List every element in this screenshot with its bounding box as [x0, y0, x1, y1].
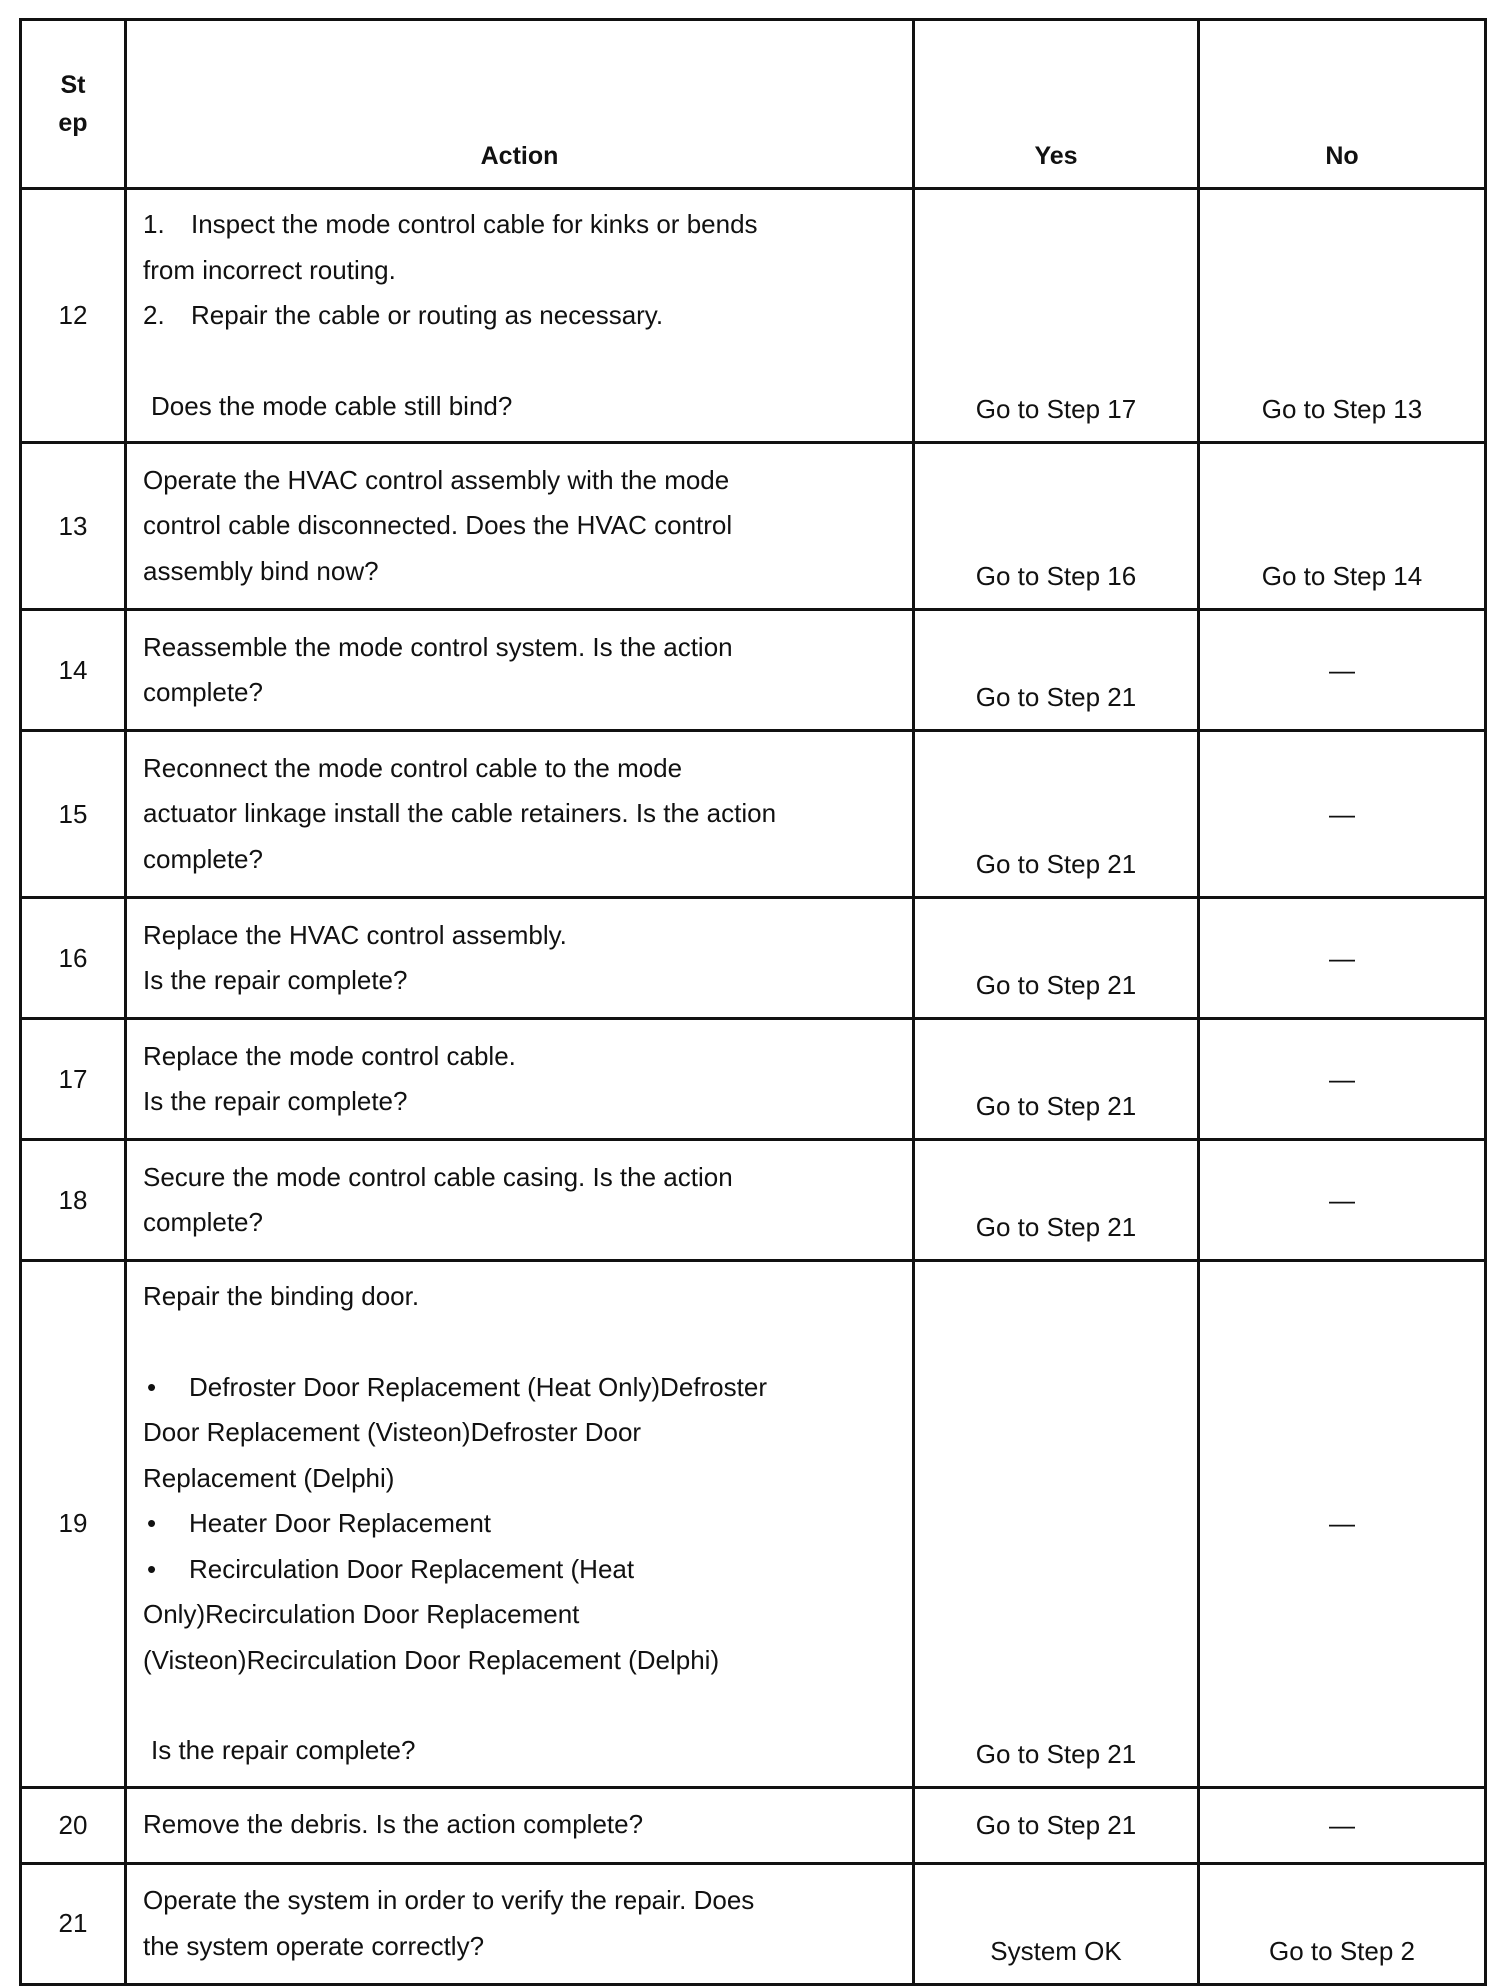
step-header-line: ep — [58, 109, 88, 137]
action-cell — [126, 1019, 914, 1140]
no-result-dash: — — [1199, 610, 1486, 731]
table-row — [21, 610, 1486, 731]
no-result: Go to Step 14 — [1199, 443, 1486, 610]
spacer — [143, 1683, 902, 1728]
action-line: Operate the HVAC control assembly with the mode — [143, 464, 730, 495]
yes-column-header: Yes — [914, 20, 1199, 189]
diagnostic-steps-table — [19, 18, 1487, 1986]
table-row — [21, 443, 1486, 610]
table-row — [21, 731, 1486, 898]
yes-result: System OK — [914, 1863, 1199, 1984]
action-line: Replace the HVAC control assembly. — [143, 919, 567, 950]
step-number: 21 — [21, 1863, 126, 1984]
action-line: complete? — [143, 843, 263, 874]
action-line: Secure the mode control cable casing. Is the action — [143, 1161, 733, 1192]
action-cell — [126, 610, 914, 731]
action-line — [143, 202, 902, 248]
action-column-header: Action — [126, 20, 914, 189]
action-cell — [126, 189, 914, 443]
step-number: 17 — [21, 1019, 126, 1140]
no-result-dash: — — [1199, 1019, 1486, 1140]
no-result-dash: — — [1199, 898, 1486, 1019]
action-line: the system operate correctly? — [143, 1930, 485, 1961]
yes-result: Go to Step 21 — [914, 610, 1199, 731]
bullet-text: Defroster Door Replacement (Heat Only)Defroster — [189, 1371, 767, 1402]
action-line — [143, 293, 902, 339]
step-number: 19 — [21, 1261, 126, 1788]
item-text: Inspect the mode control cable for kinks or bends — [191, 209, 758, 239]
action-line: control cable disconnected. Does the HVAC control — [143, 510, 733, 541]
bullet-icon: • — [147, 1553, 157, 1584]
action-line: Operate the system in order to verify the repair. Does — [143, 1885, 755, 1915]
step-number: 18 — [21, 1140, 126, 1261]
table-row — [21, 1261, 1486, 1788]
spacer — [143, 1320, 902, 1365]
no-result-dash: — — [1199, 1787, 1486, 1863]
action-line: assembly bind now? — [143, 555, 379, 586]
bullet-continuation: Door Replacement (Visteon)Defroster Door — [143, 1417, 642, 1447]
bullet-line — [143, 1501, 902, 1547]
no-result: Go to Step 2 — [1199, 1863, 1486, 1984]
action-cell — [126, 1261, 914, 1788]
bullet-line — [143, 1365, 902, 1411]
bullet-icon: • — [147, 1508, 157, 1538]
bullet-line — [143, 1547, 902, 1593]
action-cell — [126, 1863, 914, 1984]
step-number: 20 — [21, 1787, 126, 1863]
table-row — [21, 1019, 1486, 1140]
no-result: Go to Step 13 — [1199, 189, 1486, 443]
item-text: Repair the cable or routing as necessary. — [191, 300, 664, 330]
bullet-continuation: (Visteon)Recirculation Door Replacement (Delphi) — [143, 1644, 720, 1675]
table-row — [21, 189, 1486, 443]
no-result-dash: — — [1199, 731, 1486, 898]
spacer — [143, 339, 902, 384]
step-number: 12 — [21, 189, 126, 443]
action-line: Is the repair complete? — [143, 1086, 408, 1116]
table-row — [21, 1863, 1486, 1984]
step-number: 14 — [21, 610, 126, 731]
bullet-continuation: Replacement (Delphi) — [143, 1462, 395, 1493]
step-number: 13 — [21, 443, 126, 610]
step-header-line: St — [60, 71, 86, 99]
action-intro: Repair the binding door. — [143, 1281, 420, 1311]
step-number: 15 — [21, 731, 126, 898]
header-row — [21, 20, 1486, 189]
yes-result: Go to Step 16 — [914, 443, 1199, 610]
action-line: complete? — [143, 1207, 263, 1237]
bullet-continuation: Only)Recirculation Door Replacement — [143, 1599, 580, 1629]
step-column-header — [21, 20, 126, 189]
action-line: actuator linkage install the cable retainers. Is the action — [143, 798, 777, 829]
step-number: 16 — [21, 898, 126, 1019]
action-line: Reconnect the mode control cable to the mode — [143, 752, 683, 783]
yes-result: Go to Step 21 — [914, 898, 1199, 1019]
action-cell — [126, 443, 914, 610]
yes-result: Go to Step 21 — [914, 1019, 1199, 1140]
bullet-text: Recirculation Door Replacement (Heat — [189, 1553, 635, 1584]
item-number: 2. — [143, 300, 165, 330]
action-cell — [126, 1140, 914, 1261]
action-line: Is the repair complete? — [143, 965, 408, 995]
yes-result: Go to Step 21 — [914, 1787, 1199, 1863]
action-question: Is the repair complete? — [151, 1735, 416, 1765]
yes-result: Go to Step 21 — [914, 1140, 1199, 1261]
action-cell — [126, 898, 914, 1019]
yes-result: Go to Step 17 — [914, 189, 1199, 443]
action-line: from incorrect routing. — [143, 254, 396, 285]
action-cell — [126, 731, 914, 898]
yes-result: Go to Step 21 — [914, 1261, 1199, 1788]
bullet-text: Heater Door Replacement — [189, 1508, 492, 1538]
item-number: 1. — [143, 209, 165, 239]
action-line: complete? — [143, 677, 263, 707]
table-row — [21, 898, 1486, 1019]
action-cell — [126, 1787, 914, 1863]
action-question: Does the mode cable still bind? — [151, 390, 513, 421]
table-row — [21, 1787, 1486, 1863]
action-line: Reassemble the mode control system. Is the action — [143, 631, 733, 662]
action-line: Replace the mode control cable. — [143, 1040, 516, 1071]
no-result-dash: — — [1199, 1140, 1486, 1261]
table-row — [21, 1140, 1486, 1261]
no-column-header: No — [1199, 20, 1486, 189]
action-line: Remove the debris. Is the action complete? — [143, 1809, 644, 1840]
bullet-icon: • — [147, 1371, 157, 1402]
yes-result: Go to Step 21 — [914, 731, 1199, 898]
no-result-dash: — — [1199, 1261, 1486, 1788]
